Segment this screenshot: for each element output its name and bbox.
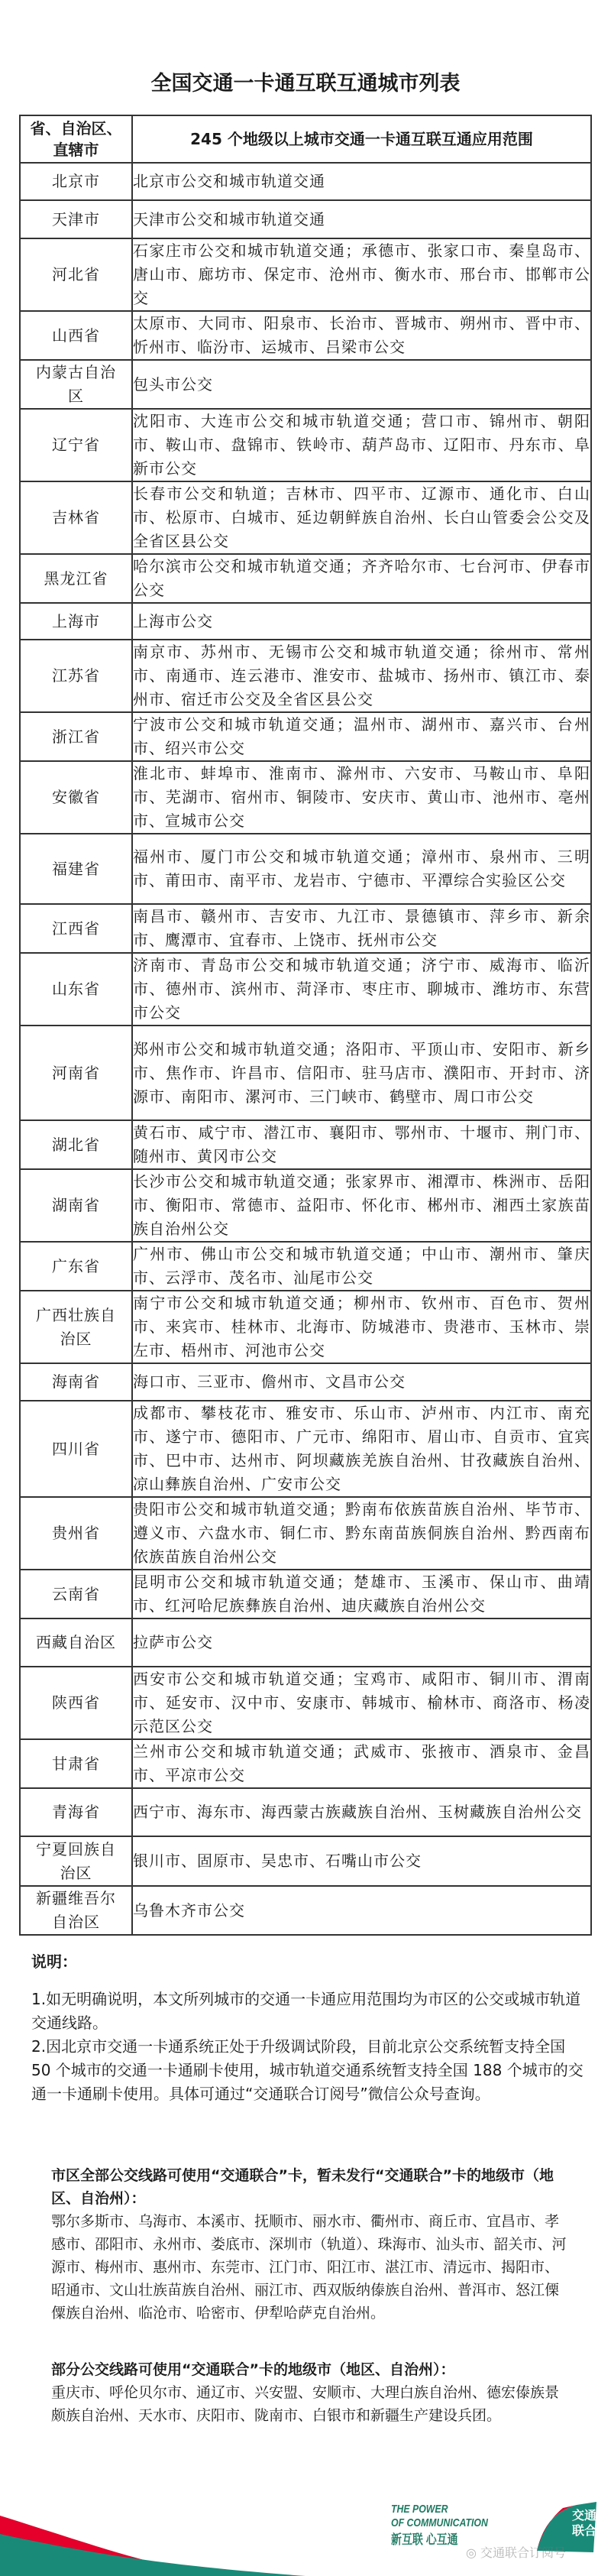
province-cell: 陕西省 [20, 1667, 132, 1739]
province-cell: 广东省 [20, 1242, 132, 1291]
scope-cell: 拉萨市公交 [132, 1619, 591, 1667]
wechat-icon: ◎ [466, 2545, 481, 2560]
scope-cell: 上海市公交 [132, 603, 591, 640]
supplement-section [51, 2164, 571, 2461]
table-row [20, 1026, 591, 1120]
scope-cell: 北京市公交和城市轨道交通 [132, 163, 591, 200]
table-row [20, 554, 591, 603]
table-row [20, 238, 591, 311]
slogan-en-line1: THE POWER [391, 2503, 448, 2516]
header-scope: 245 个地级以上城市交通一卡通互联互通应用范围 [132, 115, 591, 163]
table-row [20, 409, 591, 481]
table-row [20, 1363, 591, 1401]
scope-cell: 长春市公交和轨道；吉林市、四平市、辽源市、通化市、白山市、松原市、白城市、延边朝鲜族自治州、长白山管委会公交及全省区县公交 [132, 481, 591, 554]
province-cell: 黑龙江省 [20, 554, 132, 603]
scope-cell: 西宁市、海东市、海西蒙古族藏族自治州、玉树藏族自治州公交 [132, 1788, 591, 1836]
province-cell: 江西省 [20, 904, 132, 953]
scope-cell: 济南市、青岛市公交和城市轨道交通；济宁市、威海市、临沂市、德州市、滨州市、菏泽市、枣庄市、聊城市、潍坊市、东营市公交 [132, 953, 591, 1026]
table-row [20, 1739, 591, 1788]
province-cell: 青海省 [20, 1788, 132, 1836]
province-cell: 辽宁省 [20, 409, 132, 481]
scope-cell: 包头市公交 [132, 360, 591, 409]
province-cell: 宁夏回族自治区 [20, 1836, 132, 1886]
table-row [20, 712, 591, 761]
footer-banner [0, 2484, 611, 2576]
slogan-en-line2: OF COMMUNICATION [391, 2516, 488, 2529]
table-row [20, 1836, 591, 1886]
province-cell: 河北省 [20, 238, 132, 311]
province-cell: 安徽省 [20, 761, 132, 834]
table-row [20, 834, 591, 904]
table-row [20, 761, 591, 834]
scope-cell: 天津市公交和城市轨道交通 [132, 200, 591, 238]
scope-cell: 太原市、大同市、阳泉市、长治市、晋城市、朔州市、晋中市、忻州市、临汾市、运城市、吕梁市公交 [132, 311, 591, 360]
table-row [20, 481, 591, 554]
logo-cn-line2: 联合 [571, 2523, 596, 2538]
scope-cell: 西安市公交和城市轨道交通；宝鸡市、咸阳市、铜川市、渭南市、延安市、汉中市、安康市、韩城市、榆林市、商洛市、杨凌示范区公交 [132, 1667, 591, 1739]
scope-cell: 沈阳市、大连市公交和城市轨道交通；营口市、锦州市、朝阳市、鞍山市、盘锦市、铁岭市、葫芦岛市、辽阳市、丹东市、阜新市公交 [132, 409, 591, 481]
table-row [20, 163, 591, 200]
city-table [19, 115, 592, 1936]
scope-cell: 郑州市公交和城市轨道交通；洛阳市、平顶山市、安阳市、新乡市、焦作市、许昌市、信阳市、驻马店市、濮阳市、开封市、济源市、南阳市、漯河市、三门峡市、鹤壁市、周口市公交 [132, 1026, 591, 1120]
scope-cell: 广州市、佛山市公交和城市轨道交通；中山市、潮州市、肇庆市、云浮市、茂名市、汕尾市公交 [132, 1242, 591, 1291]
province-cell: 山西省 [20, 311, 132, 360]
slogan [391, 2503, 488, 2547]
table-row [20, 603, 591, 640]
block-partial-body: 重庆市、呼伦贝尔市、通辽市、兴安盟、安顺市、大理白族自治州、德宏傣族景颇族自治州、天水市、庆阳市、陇南市、白银市和新疆生产建设兵团。 [51, 2384, 560, 2424]
scope-cell: 南昌市、赣州市、吉安市、九江市、景德镇市、萍乡市、新余市、鹰潭市、宜春市、上饶市、抚州市公交 [132, 904, 591, 953]
province-cell: 江苏省 [20, 640, 132, 712]
scope-cell: 长沙市公交和城市轨道交通；张家界市、湘潭市、株洲市、岳阳市、衡阳市、常德市、益阳市、怀化市、郴州市、湘西土家族苗族自治州公交 [132, 1169, 591, 1242]
province-cell: 甘肃省 [20, 1739, 132, 1788]
table-row [20, 640, 591, 712]
scope-cell: 哈尔滨市公交和城市轨道交通；齐齐哈尔市、七台河市、伊春市公交 [132, 554, 591, 603]
table-row [20, 1242, 591, 1291]
table-row [20, 1788, 591, 1836]
province-cell: 天津市 [20, 200, 132, 238]
province-cell: 广西壮族自治区 [20, 1291, 132, 1363]
scope-cell: 南宁市公交和城市轨道交通；柳州市、钦州市、百色市、贺州市、来宾市、桂林市、北海市、防城港市、贵港市、玉林市、崇左市、梧州市、河池市公交 [132, 1291, 591, 1363]
scope-cell: 乌鲁木齐市公交 [132, 1886, 591, 1935]
table-row [20, 1497, 591, 1570]
scope-cell: 石家庄市公交和城市轨道交通；承德市、张家口市、秦皇岛市、唐山市、廊坊市、保定市、沧州市、衡水市、邢台市、邯郸市公交 [132, 238, 591, 311]
province-cell: 河南省 [20, 1026, 132, 1120]
table-row [20, 1570, 591, 1619]
scope-cell: 福州市、厦门市公交和城市轨道交通；漳州市、泉州市、三明市、莆田市、南平市、龙岩市、宁德市、平潭综合实验区公交 [132, 834, 591, 904]
table-row [20, 1291, 591, 1363]
table-row [20, 360, 591, 409]
province-cell: 西藏自治区 [20, 1619, 132, 1667]
scope-cell: 银川市、固原市、吴忠市、石嘴山市公交 [132, 1836, 591, 1886]
province-cell: 山东省 [20, 953, 132, 1026]
province-cell: 湖南省 [20, 1169, 132, 1242]
province-cell: 新疆维吾尔自治区 [20, 1886, 132, 1935]
scope-cell: 贵阳市公交和城市轨道交通；黔南布依族苗族自治州、毕节市、遵义市、六盘水市、铜仁市、黔东南苗族侗族自治州、黔西南布依族苗族自治州公交 [132, 1497, 591, 1570]
slogan-cn: 新互联 心互通 [391, 2532, 458, 2547]
scope-cell: 兰州市公交和城市轨道交通；武威市、张掖市、酒泉市、金昌市、平凉市公交 [132, 1739, 591, 1788]
table-header-row [20, 115, 591, 163]
table-row [20, 200, 591, 238]
block-full-body: 鄂尔多斯市、乌海市、本溪市、抚顺市、丽水市、衢州市、商丘市、宜昌市、孝感市、邵阳市、永州市、娄底市、深圳市（轨道）、珠海市、汕头市、韶关市、河源市、梅州市、惠州市、东莞市、江门市、阳江市、湛江市、清远市、揭阳市、昭通市、文山壮族苗族自治州、丽江市、西双版纳傣族自治州、普洱市、怒江傈僳族自治州、临沧市、哈密市、伊犁哈萨克自治州。 [51, 2213, 567, 2322]
table-row [20, 1169, 591, 1242]
table-row [20, 1120, 591, 1169]
note-2: 2.因北京市交通一卡通系统正处于升级调试阶段，目前北京公交系统暂支持全国 50 个城市的交通一卡通刷卡使用，城市轨道交通系统暂支持全国 188 个城市的交通一卡通刷卡使用。具体可通过“交通联合订阅号”微信公众号查询。 [31, 2037, 584, 2103]
table-row [20, 1667, 591, 1739]
note-1: 1.如无明确说明，本文所列城市的交通一卡通应用范围均为市区的公交或城市轨道交通线路。 [31, 1990, 581, 2032]
province-cell: 北京市 [20, 163, 132, 200]
brand-swoosh-icon [0, 2484, 306, 2576]
page-title: 全国交通一卡通互联互通城市列表 [150, 72, 461, 96]
logo-cn-line1: 交通 [571, 2508, 596, 2523]
block-full-heading: 市区全部公交线路可使用“交通联合”卡，暂未发行“交通联合”卡的地级市（地区、自治州）： [51, 2167, 554, 2207]
block-partial-heading: 部分公交线路可使用“交通联合”卡的地级市（地区、自治州）： [51, 2361, 455, 2378]
province-cell: 云南省 [20, 1570, 132, 1619]
header-province: 省、自治区、直辖市 [20, 115, 132, 163]
scope-cell: 成都市、攀枝花市、雅安市、乐山市、泸州市、内江市、南充市、遂宁市、德阳市、广元市、绵阳市、眉山市、自贡市、宜宾市、巴中市、达州市、阿坝藏族羌族自治州、甘孜藏族自治州、凉山彝族自治州、广安市公交 [132, 1401, 591, 1497]
table-row [20, 1619, 591, 1667]
province-cell: 福建省 [20, 834, 132, 904]
scope-cell: 黄石市、咸宁市、潜江市、襄阳市、鄂州市、十堰市、荆门市、随州市、黄冈市公交 [132, 1120, 591, 1169]
province-cell: 浙江省 [20, 712, 132, 761]
province-cell: 湖北省 [20, 1120, 132, 1169]
scope-cell: 海口市、三亚市、儋州市、文昌市公交 [132, 1363, 591, 1401]
scope-cell: 淮北市、蚌埠市、淮南市、滁州市、六安市、马鞍山市、阜阳市、芜湖市、宿州市、铜陵市、安庆市、黄山市、池州市、亳州市、宣城市公交 [132, 761, 591, 834]
province-cell: 贵州省 [20, 1497, 132, 1570]
scope-cell: 昆明市公交和城市轨道交通；楚雄市、玉溪市、保山市、曲靖市、红河哈尼族彝族自治州、迪庆藏族自治州公交 [132, 1570, 591, 1619]
table-row [20, 953, 591, 1026]
province-cell: 吉林省 [20, 481, 132, 554]
table-row [20, 1401, 591, 1497]
notes-label: 说明： [31, 1952, 77, 1971]
province-cell: 四川省 [20, 1401, 132, 1497]
scope-cell: 南京市、苏州市、无锡市公交和城市轨道交通；徐州市、常州市、南通市、连云港市、淮安市、盐城市、扬州市、镇江市、泰州市、宿迁市公交及全省区县公交 [132, 640, 591, 712]
notes-section [31, 1950, 589, 2106]
logo-text [554, 2508, 596, 2539]
table-row [20, 904, 591, 953]
table-row [20, 311, 591, 360]
table-row [20, 1886, 591, 1935]
wechat-watermark [466, 2543, 566, 2561]
province-cell: 内蒙古自治区 [20, 360, 132, 409]
watermark-text: 交通联合订阅号 [480, 2545, 567, 2560]
province-cell: 上海市 [20, 603, 132, 640]
province-cell: 海南省 [20, 1363, 132, 1401]
scope-cell: 宁波市公交和城市轨道交通；温州市、湖州市、嘉兴市、台州市、绍兴市公交 [132, 712, 591, 761]
